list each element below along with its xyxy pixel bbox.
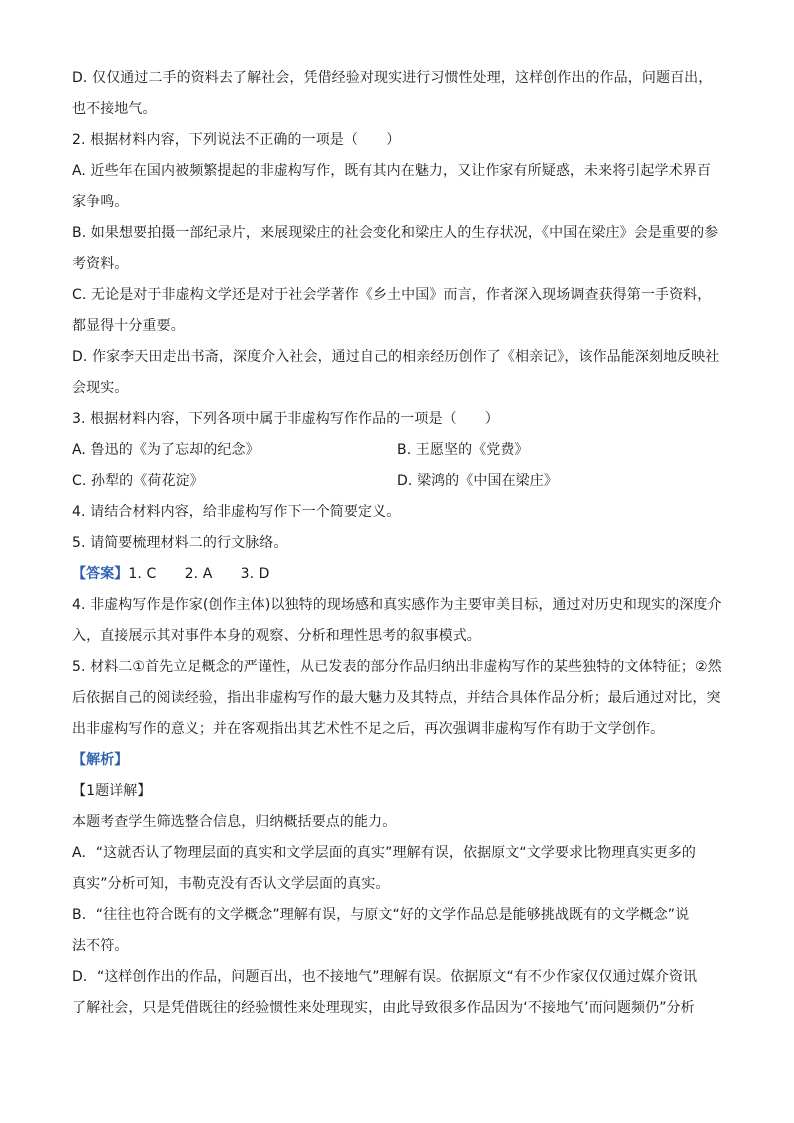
- q3-option-d: D. 梁鸿的《中国在梁庄》: [397, 473, 558, 489]
- analysis-line: 本题考查学生筛选整合信息，归纳概括要点的能力。: [72, 814, 397, 830]
- analysis-line: B．“往往也符合既有的文学概念”理解有误，与原文“好的文学作品总是能够挑战既有的文学概念”说: [72, 907, 690, 923]
- q2-option-a: A. 近些年在国内被频繁提起的非虚构写作，既有其内在魅力，又让作家有所疑惑，未来将引起学术界百: [72, 163, 711, 179]
- analysis-line: A．“这就否认了物理层面的真实和文学层面的真实”理解有误，依据原文“文学要求比物理真实更多的: [72, 845, 696, 861]
- text-line: 都显得十分重要。: [72, 318, 185, 334]
- analysis-label: 【解析】: [72, 752, 129, 768]
- question-4: 4. 请结合材料内容，给非虚构写作下一个简要定义。: [72, 504, 401, 520]
- answer-line: 5. 材料二①首先立足概念的严谨性，从已发表的部分作品归纳出非虚构写作的某些独特的文体特征；②然: [72, 659, 722, 675]
- answer-heading: [72, 564, 732, 584]
- answer-line: 4. 非虚构写作是作家(创作主体)以独特的现场感和真实感作为主要审美目标，通过对历史和现实的深度介: [72, 597, 722, 613]
- detail-heading: 【1题详解】: [72, 783, 152, 799]
- answer-line: 后依据自己的阅读经验，指出非虚构写作的最大魅力及其特点，并结合具体作品分析；最后通过对比，突: [72, 690, 721, 706]
- q3-options-row-1: [72, 440, 732, 460]
- analysis-line: 法不符。: [72, 938, 129, 954]
- text-line: 也不接地气。: [72, 101, 157, 117]
- analysis-line: 了解社会，只是凭借既往的经验惯性来处理现实，由此导致很多作品因为‘不接地气’而问题频仍”分析: [72, 1000, 695, 1016]
- answer-line: 入，直接展示其对事件本身的观察、分析和理性思考的叙事模式。: [72, 628, 481, 644]
- q2-option-d: D. 作家李天田走出书斋，深度介入社会，通过自己的相亲经历创作了《相亲记》，该作品能深刻地反映社: [72, 349, 720, 365]
- answer-line: 出非虚构写作的意义；并在客观指出其艺术性不足之后，再次强调非虚构写作有助于文学创作。: [72, 721, 665, 737]
- question-3: 3. 根据材料内容，下列各项中属于非虚构写作作品的一项是（ ）: [72, 411, 500, 427]
- question-2: 2. 根据材料内容，下列说法不正确的一项是（ ）: [72, 132, 401, 148]
- analysis-heading: [72, 750, 732, 770]
- text-line: 家争鸣。: [72, 194, 129, 210]
- q3-option-a: A. 鲁迅的《为了忘却的纪念》: [72, 442, 260, 458]
- question-5: 5. 请简要梳理材料二的行文脉络。: [72, 535, 288, 551]
- analysis-line: D．“这样创作出的作品，问题百出，也不接地气”理解有误。依据原文“有不少作家仅仅通过媒介资讯: [72, 969, 698, 985]
- text-line: 考资料。: [72, 256, 129, 272]
- answer-choices: 1. C 2. A 3. D: [128, 566, 270, 582]
- q3-option-b: B. 王愿坚的《党费》: [397, 442, 529, 458]
- q2-option-b: B. 如果想要拍摄一部纪录片，来展现梁庄的社会变化和梁庄人的生存状况，《中国在梁庄》会是重要的参: [72, 225, 719, 241]
- text-line: D. 仅仅通过二手的资料去了解社会，凭借经验对现实进行习惯性处理，这样创作出的作品，问题百出，: [72, 70, 713, 86]
- text-line: 会现实。: [72, 380, 129, 396]
- q2-option-c: C. 无论是对于非虚构文学还是对于社会学著作《乡土中国》而言，作者深入现场调查获得第一手资料，: [72, 287, 712, 303]
- q3-option-c: C. 孙犁的《荷花淀》: [72, 473, 204, 489]
- analysis-line: 真实”分析可知，韦勒克没有否认文学层面的真实。: [72, 876, 390, 892]
- answer-label: 【答案】: [72, 566, 129, 582]
- q3-options-row-2: [72, 471, 732, 491]
